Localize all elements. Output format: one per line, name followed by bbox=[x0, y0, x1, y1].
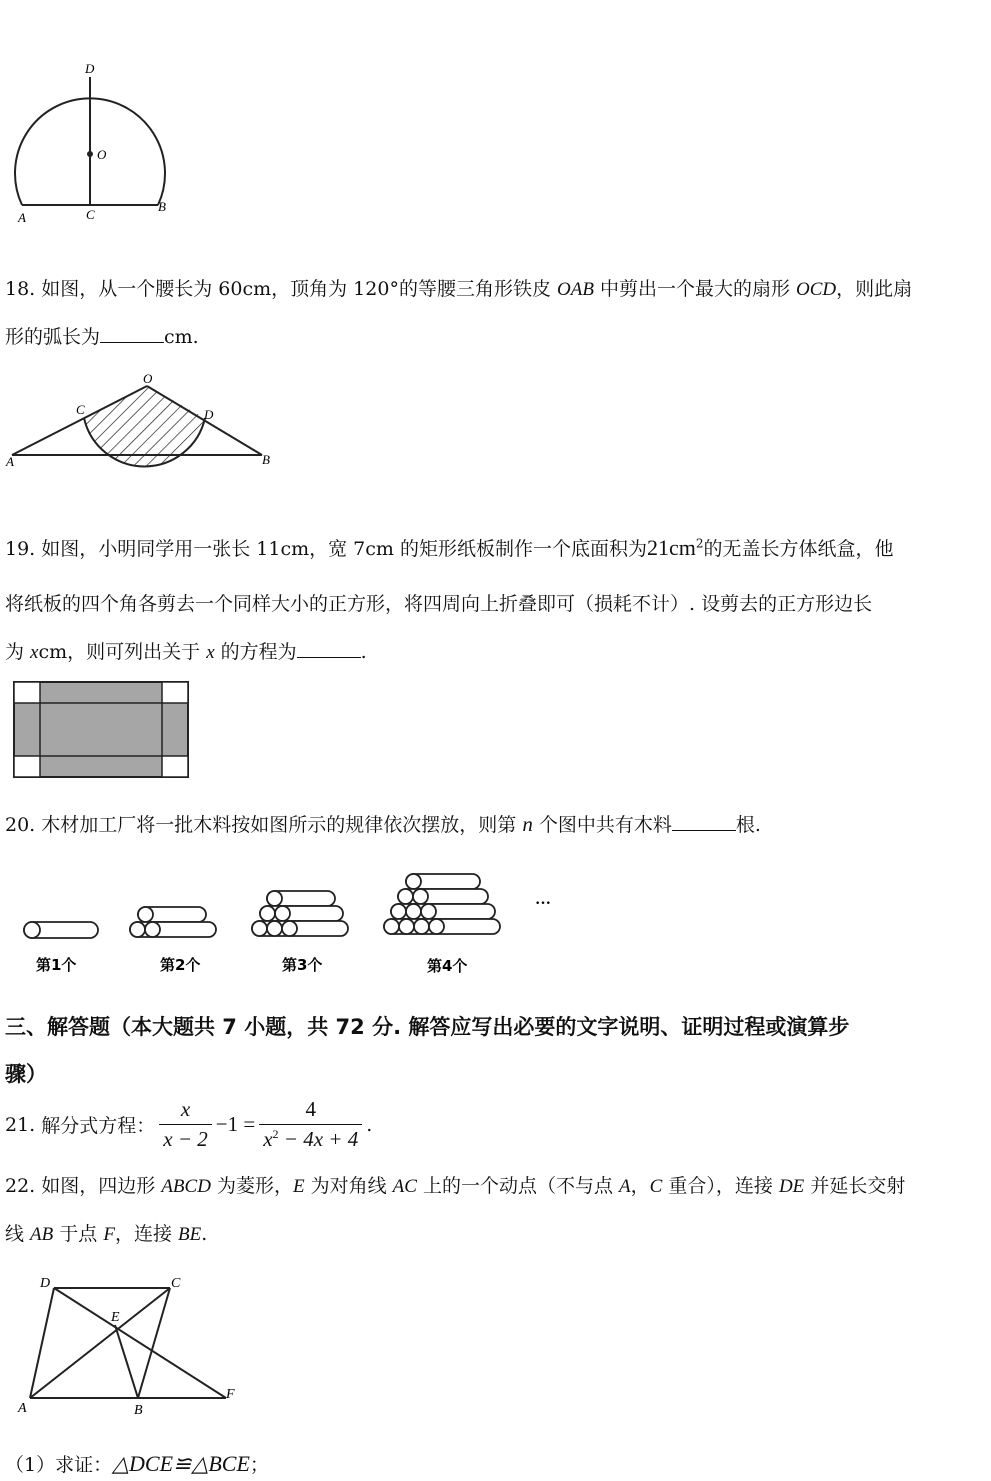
stack-4 bbox=[384, 874, 500, 934]
q21-mid: −1 = bbox=[215, 1112, 256, 1136]
stack-1 bbox=[24, 922, 98, 938]
q18-text-b: 中剪出一个最大的扇形 bbox=[593, 278, 797, 300]
q22-text-g: 并延长交射 bbox=[804, 1175, 906, 1197]
q21-end: . bbox=[366, 1113, 373, 1136]
q21-den1: x − 2 bbox=[159, 1124, 212, 1152]
figure-q19-cardboard bbox=[12, 680, 192, 780]
q21-num1: x bbox=[180, 1097, 191, 1121]
q22-text-b: 为菱形， bbox=[210, 1175, 293, 1197]
figure-q22-rhombus bbox=[10, 1270, 250, 1420]
q22-line2 bbox=[5, 1219, 207, 1246]
label-a: A bbox=[18, 1401, 27, 1416]
q19-text-line2: 将纸板的四个角各剪去一个同样大小的正方形，将四周向上折叠即可（损耗不计）. 设剪去的正方形边长 bbox=[5, 593, 873, 615]
q20-answer-blank[interactable] bbox=[672, 812, 736, 831]
q22-text-f: 重合），连接 bbox=[662, 1175, 779, 1197]
q18-var-ocd: OCD bbox=[796, 279, 837, 300]
q21-label: 解分式方程： bbox=[41, 1115, 156, 1137]
q21-line bbox=[5, 1097, 372, 1152]
q19-text-a: 如图，小明同学用一张长 11cm，宽 7cm 的矩形纸板制作一个底面积为 bbox=[41, 538, 647, 560]
figure-q17-arc bbox=[0, 55, 200, 225]
q22-var-f: F bbox=[103, 1224, 115, 1245]
figure-q20-logs bbox=[20, 870, 560, 980]
label-d: D bbox=[204, 407, 214, 422]
label-e: E bbox=[111, 1310, 120, 1325]
q22-text-a: 如图，四边形 bbox=[41, 1175, 162, 1197]
q21-den2-x: x bbox=[263, 1127, 273, 1151]
q18-var-oab: OAB bbox=[557, 279, 594, 300]
figure-q18-sector bbox=[0, 370, 290, 475]
label-b: B bbox=[158, 199, 166, 214]
q22-text-line2b: 于点 bbox=[53, 1223, 104, 1245]
label-b: B bbox=[134, 1403, 143, 1418]
section3-heading-line1: 三、解答题（本大题共 7 小题，共 72 分. 解答应写出必要的文字说明、证明过程或演算步 bbox=[5, 1015, 850, 1039]
q19-var-x2: x bbox=[206, 642, 215, 663]
q20-number: 20. bbox=[5, 814, 36, 836]
q19-text-line3a: 为 bbox=[5, 641, 31, 663]
q20-text-c: 根. bbox=[735, 814, 761, 836]
q21-den2-exp: 2 bbox=[272, 1127, 279, 1141]
q19-text-line3b: cm，则可列出关于 bbox=[38, 641, 207, 663]
q18-text-line2a: 形的弧长为 bbox=[5, 326, 101, 348]
q18-text-c: ，则此扇 bbox=[836, 278, 913, 300]
q19-line3 bbox=[5, 637, 367, 664]
label-c: C bbox=[86, 207, 95, 222]
q22-text-c: 为对角线 bbox=[304, 1175, 393, 1197]
q21-number: 21. bbox=[5, 1113, 36, 1136]
q19-line1 bbox=[5, 534, 894, 561]
q20-caption-3: 第3个 bbox=[282, 956, 323, 974]
q22-part1-math: △DCE≌△BCE bbox=[112, 1451, 250, 1476]
q19-area: 21cm bbox=[646, 535, 696, 560]
label-o: O bbox=[97, 147, 107, 162]
q21-fraction-1 bbox=[159, 1097, 212, 1152]
q19-text-b: 的无盖长方体纸盒，他 bbox=[703, 538, 894, 560]
q19-area-exp: 2 bbox=[695, 536, 704, 551]
label-c: C bbox=[76, 402, 85, 417]
q18-line1 bbox=[5, 274, 912, 301]
q22-text-line2c: ，连接 bbox=[114, 1223, 179, 1245]
q22-number: 22. bbox=[5, 1175, 36, 1197]
q18-line2 bbox=[5, 322, 199, 349]
q18-answer-blank[interactable] bbox=[100, 324, 164, 343]
q18-text-line2b: cm. bbox=[164, 326, 199, 348]
q22-part1 bbox=[5, 1450, 269, 1477]
q18-number: 18. bbox=[5, 278, 36, 300]
q20-caption-4: 第4个 bbox=[427, 957, 468, 975]
q20-ellipsis: ··· bbox=[535, 895, 552, 912]
q21-num2: 4 bbox=[305, 1097, 316, 1121]
q22-var-ab: AB bbox=[30, 1224, 54, 1245]
label-f: F bbox=[226, 1387, 235, 1402]
q22-text-e: ， bbox=[630, 1175, 650, 1197]
q20-line1 bbox=[5, 810, 761, 837]
q20-var-n: n bbox=[522, 812, 533, 836]
q19-var-x: x bbox=[30, 642, 39, 663]
q22-text-d: 上的一个动点（不与点 bbox=[416, 1175, 620, 1197]
q19-text-line3c: 的方程为 bbox=[214, 641, 297, 663]
q21-den2-rest: − 4x + 4 bbox=[278, 1127, 359, 1151]
label-d: D bbox=[85, 61, 95, 76]
section3-heading-line2: 骤） bbox=[5, 1062, 47, 1086]
q19-number: 19. bbox=[5, 538, 36, 560]
q19-line2 bbox=[5, 589, 872, 616]
q22-part1-end: ； bbox=[249, 1454, 269, 1476]
q20-caption-2: 第2个 bbox=[160, 956, 201, 974]
q22-var-de: DE bbox=[778, 1176, 805, 1197]
q21-den2 bbox=[259, 1124, 362, 1152]
q22-line1 bbox=[5, 1171, 905, 1198]
stack-3 bbox=[252, 891, 348, 936]
label-a: A bbox=[18, 210, 26, 225]
q22-var-abcd: ABCD bbox=[161, 1176, 211, 1197]
q22-var-a: A bbox=[619, 1176, 631, 1197]
q22-var-e: E bbox=[292, 1176, 305, 1197]
q22-part1-label: （1）求证： bbox=[5, 1454, 113, 1476]
stack-2 bbox=[130, 907, 216, 937]
q22-var-be: BE bbox=[178, 1224, 202, 1245]
label-a: A bbox=[6, 454, 14, 469]
q22-text-line2a: 线 bbox=[5, 1223, 31, 1245]
q19-text-line3d: . bbox=[360, 641, 367, 663]
q20-caption-1: 第1个 bbox=[36, 956, 77, 974]
q19-answer-blank[interactable] bbox=[297, 639, 361, 658]
q22-text-line2d: . bbox=[201, 1223, 208, 1245]
label-d: D bbox=[40, 1276, 51, 1291]
q22-var-c: C bbox=[649, 1176, 663, 1197]
q21-fraction-2 bbox=[259, 1097, 362, 1152]
q20-text-a: 木材加工厂将一批木料按如图所示的规律依次摆放，则第 bbox=[41, 814, 523, 836]
label-o: O bbox=[143, 371, 153, 386]
q20-text-b: 个图中共有木料 bbox=[532, 814, 672, 836]
q18-text-a: 如图，从一个腰长为 60cm，顶角为 120°的等腰三角形铁皮 bbox=[41, 278, 557, 300]
label-b: B bbox=[262, 452, 270, 467]
q22-var-ac: AC bbox=[392, 1176, 417, 1197]
label-c: C bbox=[171, 1276, 181, 1291]
